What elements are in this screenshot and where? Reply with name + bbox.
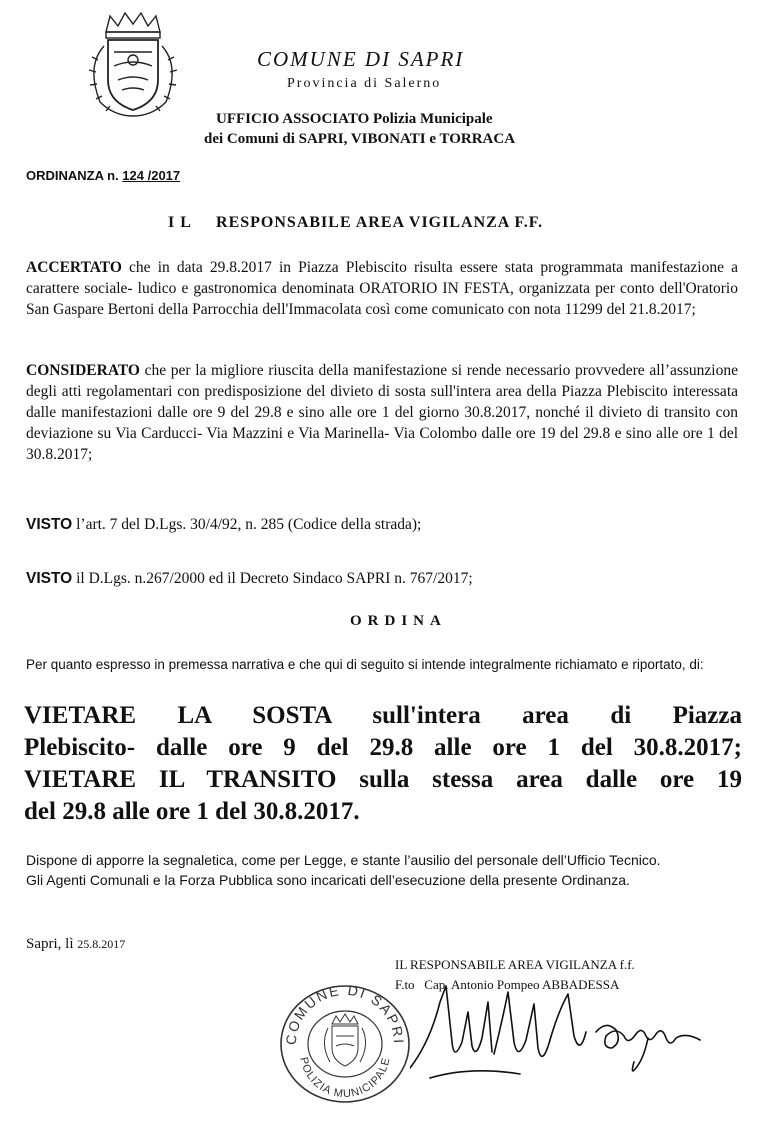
disposizioni-block [26, 850, 738, 890]
visto-label-2: VISTO [26, 570, 73, 587]
office-line-1: UFFICIO ASSOCIATO Polizia Municipale [216, 111, 493, 127]
visto-paragraph-1 [26, 514, 738, 535]
office-line-2: dei Comuni di SAPRI, VIBONATI e TORRACA [204, 131, 516, 147]
visto-label-1: VISTO [26, 516, 73, 533]
intro-paragraph: Per quanto espresso in premessa narrativa e che qui di seguito si intende integralmente richiamato e riportato, di: [26, 657, 704, 672]
accertato-paragraph [26, 257, 738, 320]
ordinanza-number [26, 168, 180, 183]
visto-text-2: il D.Lgs. n.267/2000 ed il Decreto Sindaco SAPRI n. 767/2017; [72, 570, 473, 587]
date-value: 25.8.2017 [77, 937, 126, 951]
ordina-heading: ORDINA [350, 613, 447, 629]
decree-line-2: Plebiscito- dalle ore 9 del 29.8 alle ore 1 del 30.8.2017; [24, 734, 742, 761]
decree-line-1: VIETARE LA SOSTA sull'intera area di Piazza [24, 702, 742, 729]
stamp-bottom-text: POLIZIA MUNICIPALE [297, 1055, 393, 1101]
disposizioni-text-1: Dispone di apporre la segnaletica, come per Legge, e stante l’ausilio del personale dell’Ufficio Tecnico. [26, 852, 661, 868]
considerato-paragraph [26, 360, 738, 465]
ordinanza-number-field: 124 /2017 [122, 168, 181, 183]
visto-text-1: l’art. 7 del D.Lgs. 30/4/92, n. 285 (Codice della strada); [72, 516, 422, 533]
considerato-text: che per la migliore riuscita della manifestazione si rende necessario provvedere all’assunzione degli atti regolamentari con predisposizione del divieto di sosta sull'intera area della Piazza Plebiscito interessata dalle manifestazioni dalle ore 9 del 29.8 e sino alle ore 1 del giorno 30.8.2017, nonché il divieto di transito con deviazione su Via Carducci- Via Mazzini e Via Marinella- Via Colombo dalle ore 19 del 29.8 e sino alle ore 1 del 30.8.2017; [26, 362, 738, 463]
decree-line-4: del 29.8 alle ore 1 del 30.8.2017. [24, 798, 360, 825]
decree-line-3: VIETARE IL TRANSITO sulla stessa area dalle ore 19 [24, 766, 742, 793]
handwritten-signature-icon [410, 982, 710, 1092]
disposizioni-text-2: Gli Agenti Comunali e la Forza Pubblica sono incaricati dell’esecuzione della presente Ordinanza. [26, 872, 630, 888]
decree-block [24, 700, 742, 828]
accertato-text: che in data 29.8.2017 in Piazza Plebiscito risulta essere stata programmata manifestazione a carattere sociale- ludico e gastronomica denominata ORATORIO IN FESTA, organizzata per conto dell'Oratorio San Gaspare Bertoni della Parrocchia dell'Immacolata così come comunicato con nota 11299 del 21.8.2017; [26, 259, 738, 318]
official-stamp-icon [274, 978, 416, 1104]
responsabile-heading: I L RESPONSABILE AREA VIGILANZA F.F. [168, 214, 544, 231]
ordinanza-prefix: ORDINANZA n. [26, 168, 123, 183]
comune-title: COMUNE DI SAPRI [257, 47, 465, 71]
visto-paragraph-2 [26, 568, 738, 589]
place-date [26, 936, 125, 953]
stamp-top-text: COMUNE DI SAPRI [282, 981, 408, 1046]
signature-role: IL RESPONSABILE AREA VIGILANZA f.f. [395, 957, 635, 972]
provincia-subtitle: Provincia di Salerno [287, 76, 442, 91]
municipal-crest-icon [78, 10, 188, 122]
place-label: Sapri, lì [26, 936, 78, 952]
considerato-label: CONSIDERATO [26, 362, 140, 379]
signature-name: F.to Cap. Antonio Pompeo ABBADESSA [395, 977, 620, 992]
accertato-label: ACCERTATO [26, 259, 122, 276]
